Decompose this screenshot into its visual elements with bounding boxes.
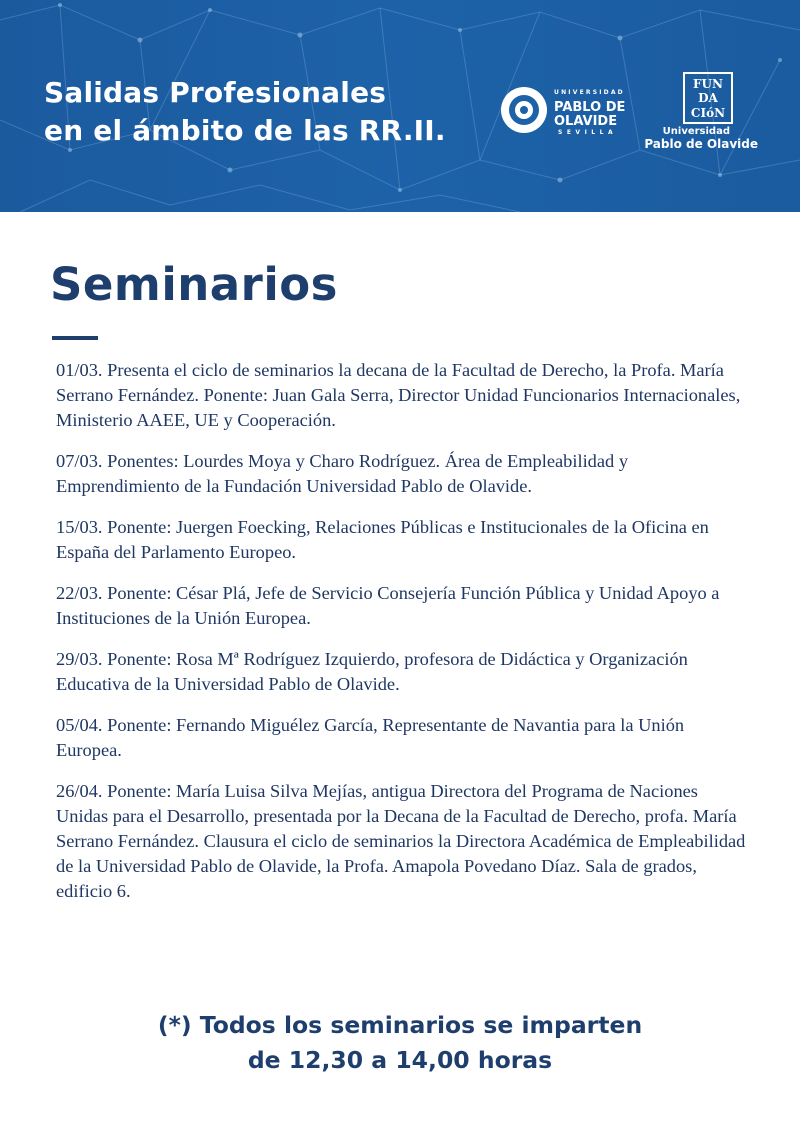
header-title [44,74,446,150]
fundacion-label-line-1: Universidad [662,126,730,137]
upo-name-line-2: OLAVIDE [554,114,618,129]
header-title-line-2: en el ámbito de las RR.II. [44,114,446,147]
page-title: Seminarios [50,258,338,311]
upo-university-label: UNIVERSIDAD [554,89,625,96]
footnote-line-2: de 12,30 a 14,00 horas [247,1046,553,1074]
universidad-pablo-de-olavide-logo [500,86,630,136]
fundacion-mark-line-2: DA [698,91,718,105]
fundacion-label-line-2: Pablo de Olavide [644,137,758,151]
header-title-line-1: Salidas Profesionales [44,76,387,109]
seminar-item: 29/03. Ponente: Rosa Mª Rodríguez Izquierdo, profesora de Didáctica y Organización Educativa de la Universidad Pablo de Olavide. [56,649,688,694]
fundacion-mark-line-1: FUN [693,77,723,91]
seminar-item: 15/03. Ponente: Juergen Foecking, Relaciones Públicas e Institucionales de la Oficina en España del Parlamento Europeo. [56,517,709,562]
title-underline [52,336,98,340]
fundacion-mark-line-3: CIóN [690,106,726,120]
upo-city: SEVILLA [558,129,618,136]
upo-name-line-1: PABLO DE [554,100,626,115]
footnote-line-1: (*) Todos los seminarios se imparten [157,1011,643,1039]
seminar-item: 01/03. Presenta el ciclo de seminarios la decana de la Facultad de Derecho, la Profa. María Serrano Fernández. Ponente: Juan Gala Serra, Director Unidad Funcionarios Internacionales, Ministerio AAEE, UE y Cooperación. [56,360,741,430]
seminar-item: 05/04. Ponente: Fernando Miguélez García, Representante de Navantia para la Unión Europea. [56,715,685,760]
schedule-footnote [0,1008,800,1078]
seminar-list [56,358,746,904]
seminar-item: 26/04. Ponente: María Luisa Silva Mejías, antigua Directora del Programa de Naciones Unidas para el Desarrollo, presentada por la Decana de la Facultad de Derecho, profa. María Serrano Fernández. Clausura el ciclo de seminarios la Directora Académica de Empleabilidad de la Universidad Pablo de Olavide, la Profa. Amapola Povedano Díaz. Sala de grados, edificio 6. [56,781,746,901]
fundacion-upo-logo [644,72,762,154]
seminar-item: 07/03. Ponentes: Lourdes Moya y Charo Rodríguez. Área de Empleabilidad y Emprendimiento de la Fundación Universidad Pablo de Olavide. [56,451,629,496]
seminar-item: 22/03. Ponente: César Plá, Jefe de Servicio Consejería Función Pública y Unidad Apoyo a Instituciones de la Unión Europea. [56,583,720,628]
header-banner [0,0,800,212]
upo-emblem-icon [501,87,547,133]
